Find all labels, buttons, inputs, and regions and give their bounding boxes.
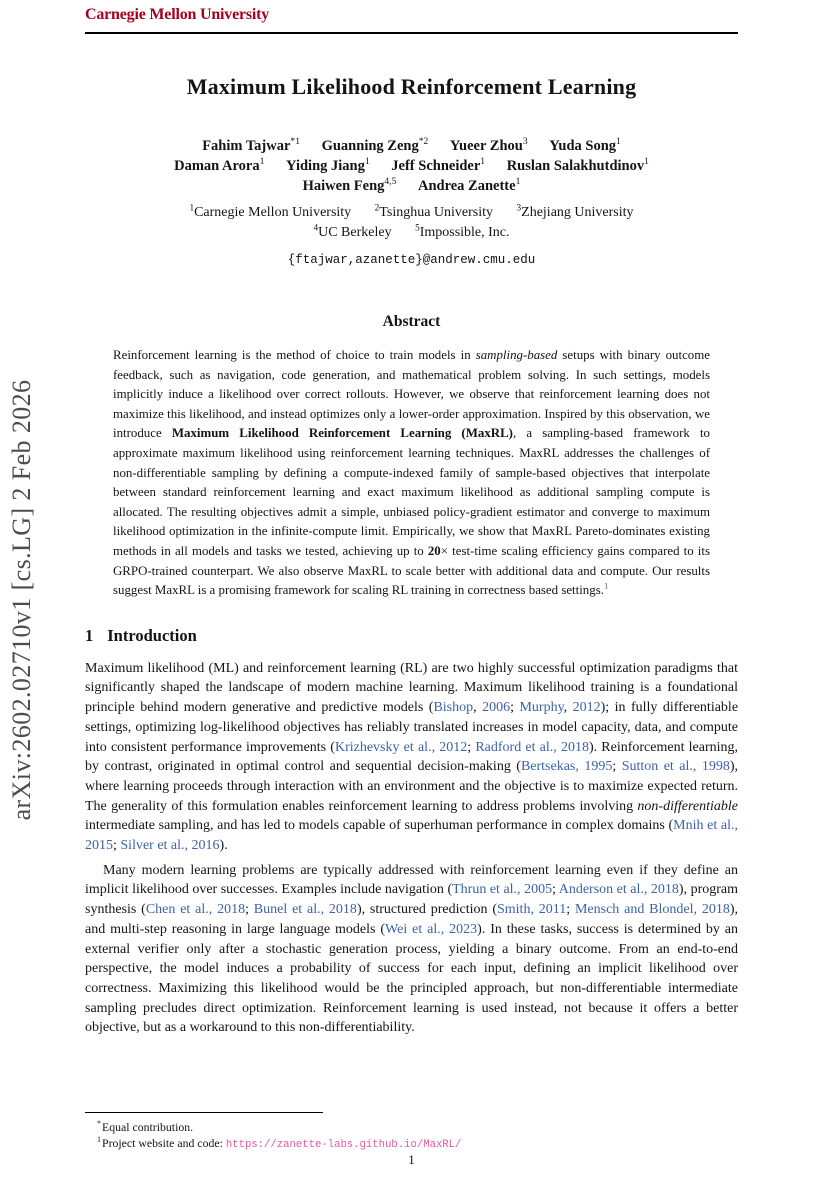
affiliation-name: Carnegie Mellon University [194, 205, 352, 220]
section-heading-introduction [85, 626, 738, 646]
bold-text: Maximum Likelihood Reinforcement Learning (MaxRL) [171, 426, 513, 441]
author-name: Haiwen Feng [302, 178, 385, 194]
text-segment: ; [566, 902, 575, 918]
affiliation [516, 202, 634, 220]
citation-link[interactable]: Thrun et al., 2005 [452, 882, 553, 898]
author-superscript: 1 [515, 176, 521, 188]
text-segment: ). In these tasks, success is determined by an external verifier only after a stochastic generation process, yielding a binary outcome. From an end-to-end perspective, the model induces a probability of success for each input, defining an implicit likelihood over correctness. Maximizing this likelihood would be the principled approach, but non-differentiable intermediate sampling precludes direct optimization. Reinforcement learning is used instead, not because it offers a better objective, but as a workaround to this non-differentiability. [85, 921, 738, 1036]
author-superscript: 1 [480, 156, 486, 168]
author-superscript: 1 [364, 156, 370, 168]
author-line [0, 136, 823, 156]
affiliation-superscript: 3 [516, 202, 522, 213]
author-name: Ruslan Salakhutdinov [506, 158, 645, 174]
text-segment: , [473, 700, 483, 716]
author-superscript: 1 [616, 136, 621, 148]
citation-link[interactable]: Krizhevsky et al., 2012 [334, 739, 468, 755]
author-name: Yuda Song [549, 138, 617, 154]
author-name: Daman Arora [174, 158, 260, 174]
text-segment: , a sampling-based framework to approximate maximum likelihood using reinforcement learning techniques. MaxRL addresses the challenges of non-differentiable sampling by defining a compute-indexed family of sample-based objectives that interpolate between standard reinforcement learning and exact maximum likelihood as additional sampling compute is allocated. The resulting objectives admit a simple, unbiased policy-gradient estimator and converge to maximum likelihood optimization in the infinite-compute limit. Empirically, we show that MaxRL Pareto-dominates existing methods in all models and tasks we tested, achieving up to [113, 426, 710, 558]
citation-link[interactable]: Smith, 2011 [496, 902, 567, 918]
section-number: 1 [85, 625, 94, 645]
text-segment: ; [467, 739, 476, 755]
author-superscript: *2 [418, 136, 429, 148]
citation-link[interactable]: Mnih et al., 2015 [85, 818, 739, 854]
author [303, 178, 397, 194]
author [391, 158, 485, 174]
author-name: Jeff Schneider [391, 158, 481, 174]
text-segment: Reinforcement learning is the method of choice to train models in [113, 348, 476, 362]
text-segment: ). [219, 838, 228, 854]
author [450, 138, 528, 154]
affiliation-name: Tsinghua University [379, 205, 494, 220]
page-number: 1 [408, 1152, 415, 1167]
author [507, 158, 649, 174]
text-segment: ; [552, 882, 559, 898]
citation-link[interactable]: Bishop [433, 700, 474, 716]
text-segment: ), where learning proceeds through interaction with an environment and the objective is to maximize expected return. The generality of this formulation enables reinforcement learning to address problems involving [85, 759, 738, 814]
author-superscript: *1 [290, 136, 300, 148]
header-rule [85, 32, 738, 34]
author-superscript: 4,5 [384, 176, 397, 188]
section-title: Introduction [107, 625, 197, 645]
abstract-heading: Abstract [382, 313, 441, 330]
affiliation-block [0, 203, 823, 243]
text-segment: Maximum likelihood (ML) and reinforcement learning (RL) are two highly successful optimization paradigms that significantly shaped the landscape of modern machine learning. Maximum likelihood training is a foundational principle behind modern generative and predictive models ( [85, 660, 738, 716]
page-title: Maximum Likelihood Reinforcement Learning [186, 74, 637, 99]
affiliation [313, 222, 392, 240]
affiliation-name: UC Berkeley [318, 225, 392, 240]
text-segment: ), structured prediction ( [356, 902, 497, 918]
text-segment: Project website and code: [102, 1135, 226, 1150]
affiliation-superscript: 4 [313, 222, 319, 233]
footnote-marker: 1 [97, 1134, 102, 1144]
affiliation [415, 222, 510, 240]
arxiv-stamp: arXiv:2602.02710v1 [cs.LG] 2 Feb 2026 [7, 379, 36, 821]
footnote-ref-link[interactable]: 1 [603, 580, 609, 591]
author-superscript: 3 [522, 136, 528, 148]
author [286, 158, 370, 174]
cmu-wordmark: Carnegie Mellon University [85, 6, 270, 23]
text-segment: intermediate sampling, and has led to models capable of superhuman performance in complex domains ( [85, 818, 674, 834]
footnote-project-website [85, 1136, 738, 1154]
citation-link[interactable]: Bunel et al., 2018 [253, 902, 357, 918]
text-segment: ; [612, 759, 622, 775]
affiliation-line [0, 223, 823, 243]
author-line [0, 176, 823, 196]
citation-link[interactable]: Silver et al., 2016 [120, 838, 220, 854]
affiliation-superscript: 2 [374, 202, 380, 213]
intro-paragraph-1 [85, 659, 738, 856]
text-segment: ; [245, 902, 254, 918]
author-name: Andrea Zanette [417, 178, 516, 194]
italic-text: sampling-based [475, 348, 558, 362]
citation-link[interactable]: Radford et al., 2018 [475, 739, 589, 755]
author [418, 178, 520, 194]
text-segment: ); in fully differentiable settings, optimizing log-likelihood objectives has reliably translated increases in model capacity, data, and compute into consistent performance improvements ( [85, 700, 739, 755]
text-segment: × test-time scaling efficiency gains compared to its GRPO-trained counterpart. We also observe MaxRL to scale better with additional data and compute. Our results suggest MaxRL is a promising framework for scaling RL training in correctness based settings. [113, 543, 710, 598]
author [549, 138, 621, 154]
text-segment: ). Reinforcement learning, by contrast, originated in optimal control and sequential decision-making ( [85, 739, 739, 775]
url-link[interactable]: https://zanette-labs.github.io/MaxRL/ [225, 1138, 462, 1151]
text-segment: Many modern learning problems are typically addressed with reinforcement learning even if they define an implicit likelihood over successes. Examples include navigation ( [85, 862, 738, 898]
author-block [0, 136, 823, 196]
author [322, 138, 429, 154]
citation-link[interactable]: Mensch and Blondel, 2018 [574, 902, 730, 918]
author-line [0, 156, 823, 176]
author-superscript: 1 [644, 156, 649, 168]
author-name: Yueer Zhou [449, 138, 523, 154]
masthead [0, 6, 823, 34]
intro-paragraph-2 [85, 861, 738, 1038]
abstract-text [113, 346, 710, 601]
footnote-marker: * [97, 1119, 102, 1129]
footnote-area [0, 1112, 823, 1190]
citation-link[interactable]: Sutton et al., 1998 [621, 759, 730, 775]
text-segment: ), and multi-step reasoning in large language models ( [85, 902, 738, 937]
text-segment: setups with binary outcome feedback, such as navigation, code generation, and mathematical problem solving. In such settings, models implicitly induce a likelihood over correct rollouts. However, we observe that reinforcement learning does not maximize this likelihood, and instead optimizes only a lower-order approximation. Inspired by this observation, we introduce [113, 348, 710, 441]
bold-text: 20 [427, 543, 441, 558]
footnote-text [102, 1136, 461, 1150]
author-name: Guanning Zeng [321, 138, 419, 154]
text-segment: ; [510, 700, 520, 716]
affiliation-line [0, 203, 823, 223]
author [174, 158, 264, 174]
citation-link[interactable]: Chen et al., 2018 [145, 902, 246, 918]
affiliation-name: Impossible, Inc. [419, 225, 510, 240]
italic-text: non-differentiable [637, 798, 738, 814]
author-name: Fahim Tajwar [202, 138, 291, 154]
author [202, 138, 300, 154]
author-name: Yiding Jiang [286, 158, 365, 174]
footnote-text [102, 1120, 193, 1134]
citation-link[interactable]: Murphy [519, 700, 564, 716]
footnote-equal-contribution [85, 1120, 738, 1136]
contact-email: {ftajwar,azanette}@andrew.cmu.edu [287, 253, 536, 267]
footnote-rule [85, 1112, 323, 1113]
citation-link[interactable]: 2012 [572, 700, 601, 716]
affiliation-superscript: 5 [415, 222, 420, 233]
citation-link[interactable]: 2006 [482, 700, 511, 716]
affiliation [189, 202, 352, 220]
text-segment: Equal contribution. [102, 1120, 194, 1134]
affiliation-name: Zhejiang University [521, 205, 634, 220]
text-segment: ; [113, 838, 121, 854]
affiliation-superscript: 1 [189, 202, 195, 213]
affiliation [374, 202, 494, 220]
citation-link[interactable]: Anderson et al., 2018 [558, 882, 679, 898]
text-segment: ), program synthesis ( [85, 882, 739, 918]
citation-link[interactable]: Bertsekas, 1995 [520, 759, 613, 775]
author-superscript: 1 [259, 156, 265, 168]
text-segment: , [563, 700, 573, 716]
citation-link[interactable]: Wei et al., 2023 [385, 921, 478, 937]
